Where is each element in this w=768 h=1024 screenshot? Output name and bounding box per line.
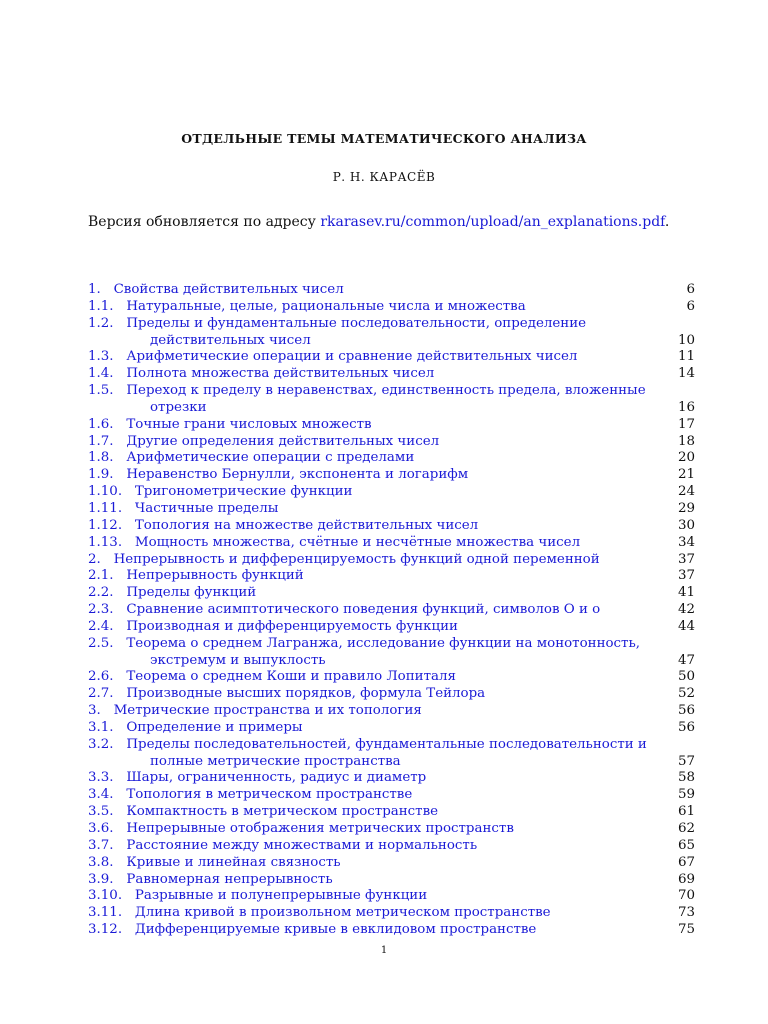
toc-entry-link[interactable] [88,737,695,771]
toc-entry-link[interactable] [88,552,695,569]
toc-entry-number: 3.1. [88,719,114,735]
toc-entry-link[interactable] [88,669,695,686]
toc-entry-link[interactable] [88,434,695,451]
toc-entry[interactable] [88,383,695,417]
toc-entry-link[interactable] [88,585,695,602]
toc-entry[interactable] [88,872,695,889]
toc-entry-number: 1.6. [88,416,114,432]
toc-entry-page: 50 [677,669,695,685]
toc-entry-title: Частичные пределы [134,500,279,516]
toc-entry[interactable] [88,518,695,535]
toc-entry-title: Теорема о среднем Лагранжа, исследование функции на монотонность, [126,635,641,651]
toc-entry-number: 2.2. [88,585,114,601]
toc-entry-page: 52 [677,686,695,702]
toc-entry[interactable] [88,855,695,872]
toc-entry-title: Арифметические операции и сравнение действительных чисел [126,349,578,365]
toc-entry-number: 1.13. [88,534,123,550]
toc-entry-title: Непрерывность функций [126,568,304,584]
toc-entry-number: 2.5. [88,635,114,651]
toc-entry[interactable] [88,787,695,804]
toc-entry[interactable] [88,585,695,602]
toc-entry-link[interactable] [88,467,695,484]
toc-entry-page: 61 [677,804,695,820]
toc-entry-number: 3.4. [88,787,114,803]
toc-entry[interactable] [88,467,695,484]
toc-entry-number: 3.10. [88,888,123,904]
toc-entry-link[interactable] [88,838,695,855]
toc-entry-number: 1.4. [88,366,114,382]
toc-entry-number: 1.7. [88,433,114,449]
toc-entry-link[interactable] [88,484,695,501]
toc-entry-link[interactable] [88,821,695,838]
toc-entry[interactable] [88,450,695,467]
toc-entry-number: 3.12. [88,922,123,938]
toc-entry[interactable] [88,602,695,619]
toc-entry-link[interactable] [88,316,695,350]
toc-entry-page: 75 [677,922,695,938]
version-prefix: Версия обновляется по адресу [88,214,316,230]
toc-entry-number: 3.7. [88,837,114,853]
toc-entry-link[interactable] [88,535,695,552]
toc-entry-link[interactable] [88,720,695,737]
toc-entry-number: 2.3. [88,602,114,618]
toc-entry-number: 1.10. [88,484,123,500]
toc-entry-link[interactable] [88,804,695,821]
toc-entry-number: 3. [88,703,101,719]
toc-entry-page: 67 [677,854,695,870]
toc-entry-number: 1.2. [88,315,114,331]
toc-entry[interactable] [88,619,695,636]
toc-entry-title: Неравенство Бернулли, экспонента и логарифм [126,467,469,483]
toc-entry[interactable] [88,501,695,518]
toc-entry-title: Пределы и фундаментальные последовательности, определение [126,315,587,331]
toc-entry-link[interactable] [88,636,695,670]
toc-entry-page: 37 [677,551,695,567]
version-note [88,214,669,230]
toc-entry-page: 10 [677,332,695,348]
document-title: ОТДЕЛЬНЫЕ ТЕМЫ МАТЕМАТИЧЕСКОГО АНАЛИЗА [181,131,587,146]
toc-entry-title: Разрывные и полунепрерывные функции [134,888,428,904]
toc-entry-page: 34 [677,534,695,550]
toc-entry[interactable] [88,838,695,855]
toc-entry-title: Кривые и линейная связность [126,854,341,870]
toc-entry-page: 58 [677,770,695,786]
toc-entry-page: 62 [677,821,695,836]
toc-entry-title: Тригонометрические функции [134,484,353,500]
toc-entry-link[interactable] [88,366,695,383]
toc-entry-title: Метрические пространства и их топология [113,703,422,719]
toc-entry-page: 17 [677,416,695,432]
toc-entry-page: 56 [677,719,695,735]
toc-entry-title: Непрерывные отображения метрических пространств [126,821,514,836]
toc-entry-page: 16 [677,399,695,415]
toc-entry-page: 47 [677,652,695,668]
toc-entry[interactable] [88,720,695,737]
toc-entry[interactable] [88,434,695,451]
toc-entry[interactable] [88,888,695,905]
toc-entry-link[interactable] [88,703,695,720]
table-of-contents [88,282,695,939]
toc-entry[interactable] [88,804,695,821]
toc-entry-title: Переход к пределу в неравенствах, единственность предела, вложенные [126,383,646,399]
toc-entry-link[interactable] [88,888,695,905]
toc-entry-number: 2. [88,551,101,567]
toc-entry-title: Мощность множества, счётные и несчётные множества чисел [134,534,581,550]
toc-entry-title-continued: экстремум и выпуклость [150,652,326,668]
toc-entry-link[interactable] [88,501,695,518]
toc-entry[interactable] [88,299,695,316]
toc-entry-number: 1.9. [88,467,114,483]
toc-entry-title: Топология на множестве действительных чисел [134,517,479,533]
toc-entry-title: Пределы последовательностей, фундаментальные последовательности и [126,736,647,752]
toc-entry-link[interactable] [88,518,695,535]
toc-entry[interactable] [88,535,695,552]
toc-entry-title-continued: действительных чисел [150,332,311,348]
toc-entry-page: 65 [677,837,695,853]
toc-entry-number: 2.6. [88,669,114,685]
toc-entry-page: 69 [677,871,695,887]
toc-entry-title: Производная и дифференцируемость функции [126,618,458,634]
toc-entry-number: 3.11. [88,905,123,921]
toc-entry-link[interactable] [88,770,695,787]
toc-entry-title: Дифференцируемые кривые в евклидовом пространстве [134,922,537,938]
toc-entry-number: 3.3. [88,770,114,786]
toc-entry[interactable] [88,905,695,922]
toc-entry[interactable] [88,282,695,299]
toc-entry-link[interactable] [88,787,695,804]
toc-entry-page: 6 [686,282,695,297]
toc-entry-link[interactable] [88,349,695,366]
toc-entry[interactable] [88,568,695,585]
author-name: Р. Н. КАРАСЁВ [332,170,436,184]
toc-entry-title: Полнота множества действительных чисел [126,366,435,382]
toc-entry-page: 30 [677,517,695,533]
toc-entry-page: 70 [677,888,695,904]
toc-entry[interactable] [88,552,695,569]
toc-entry-link[interactable] [88,602,695,619]
toc-entry-link[interactable] [88,872,695,889]
toc-entry-number: 3.6. [88,821,114,836]
toc-entry-page: 56 [677,703,695,719]
toc-entry-title: Пределы функций [126,585,257,601]
toc-entry-page: 11 [677,349,695,365]
toc-entry-page: 37 [677,568,695,584]
toc-entry-title-continued: отрезки [150,399,207,415]
toc-entry-number: 2.4. [88,618,114,634]
toc-entry[interactable] [88,821,695,838]
toc-entry-number: 2.7. [88,686,114,702]
toc-entry-page: 57 [677,753,695,769]
toc-entry-title: Топология в метрическом пространстве [126,787,413,803]
toc-entry-title: Длина кривой в произвольном метрическом пространстве [134,905,551,921]
toc-entry-link[interactable] [88,383,695,417]
toc-entry[interactable] [88,770,695,787]
toc-entry-page: 73 [677,905,695,921]
toc-entry-link[interactable] [88,619,695,636]
toc-entry-link[interactable] [88,905,695,922]
version-suffix: . [664,214,670,230]
toc-entry-number: 1.5. [88,383,114,399]
toc-entry-page: 14 [677,366,695,382]
toc-entry-title-continued: полные метрические пространства [150,753,401,769]
toc-entry-number: 3.2. [88,736,114,752]
toc-entry-number: 2.1. [88,568,114,584]
toc-entry[interactable] [88,636,695,670]
toc-entry-number: 1.8. [88,450,114,466]
toc-entry-link[interactable] [88,922,695,939]
toc-entry-title: Равномерная непрерывность [126,871,333,887]
toc-entry-title: Определение и примеры [126,719,303,735]
toc-entry[interactable] [88,484,695,501]
toc-entry[interactable] [88,737,695,771]
version-link[interactable]: rkarasev.ru/common/upload/an_explanations.pdf [320,214,665,230]
toc-entry-page: 59 [677,787,695,803]
toc-entry-page: 41 [677,585,695,601]
toc-entry[interactable] [88,349,695,366]
toc-entry-link[interactable] [88,686,695,703]
toc-entry-title: Расстояние между множествами и нормальность [126,837,478,853]
toc-entry-link[interactable] [88,450,695,467]
toc-entry-title: Натуральные, целые, рациональные числа и множества [126,298,526,314]
toc-entry-link[interactable] [88,568,695,585]
toc-entry-number: 1.1. [88,298,114,314]
toc-entry-page: 42 [677,602,695,618]
toc-entry-title: Непрерывность и дифференцируемость функций одной переменной [113,551,600,567]
toc-entry-title: Точные грани числовых множеств [126,416,372,432]
toc-entry-title: Другие определения действительных чисел [126,433,440,449]
toc-entry-number: 1.3. [88,349,114,365]
toc-entry-title: Сравнение асимптотического поведения функций, символов O и o [126,602,601,618]
toc-entry-link[interactable] [88,299,695,316]
toc-entry-page: 20 [677,450,695,466]
toc-entry-title: Свойства действительных чисел [113,282,344,297]
toc-entry[interactable] [88,686,695,703]
toc-entry[interactable] [88,703,695,720]
toc-entry-link[interactable] [88,282,695,299]
toc-entry-title: Компактность в метрическом пространстве [126,804,439,820]
toc-entry-number: 1.11. [88,500,123,516]
toc-entry-number: 3.9. [88,871,114,887]
toc-entry-title: Шары, ограниченность, радиус и диаметр [126,770,427,786]
toc-entry-page: 24 [677,484,695,500]
toc-entry-title: Теорема о среднем Коши и правило Лопиталя [126,669,456,685]
toc-entry-title: Арифметические операции с пределами [126,450,415,466]
page-number: 1 [380,945,388,956]
toc-entry-number: 3.8. [88,854,114,870]
toc-entry-page: 6 [686,298,695,314]
toc-entry-page: 21 [677,467,695,483]
toc-entry[interactable] [88,669,695,686]
toc-entry-link[interactable] [88,417,695,434]
toc-entry-page: 44 [677,618,695,634]
toc-entry-page: 29 [677,500,695,516]
toc-entry-page: 18 [677,433,695,449]
toc-entry[interactable] [88,316,695,350]
toc-entry[interactable] [88,366,695,383]
toc-entry-title: Производные высших порядков, формула Тейлора [126,686,486,702]
toc-entry-number: 3.5. [88,804,114,820]
toc-entry[interactable] [88,417,695,434]
toc-entry-number: 1. [88,282,101,297]
toc-entry-number: 1.12. [88,517,123,533]
toc-entry[interactable] [88,922,695,939]
toc-entry-link[interactable] [88,855,695,872]
